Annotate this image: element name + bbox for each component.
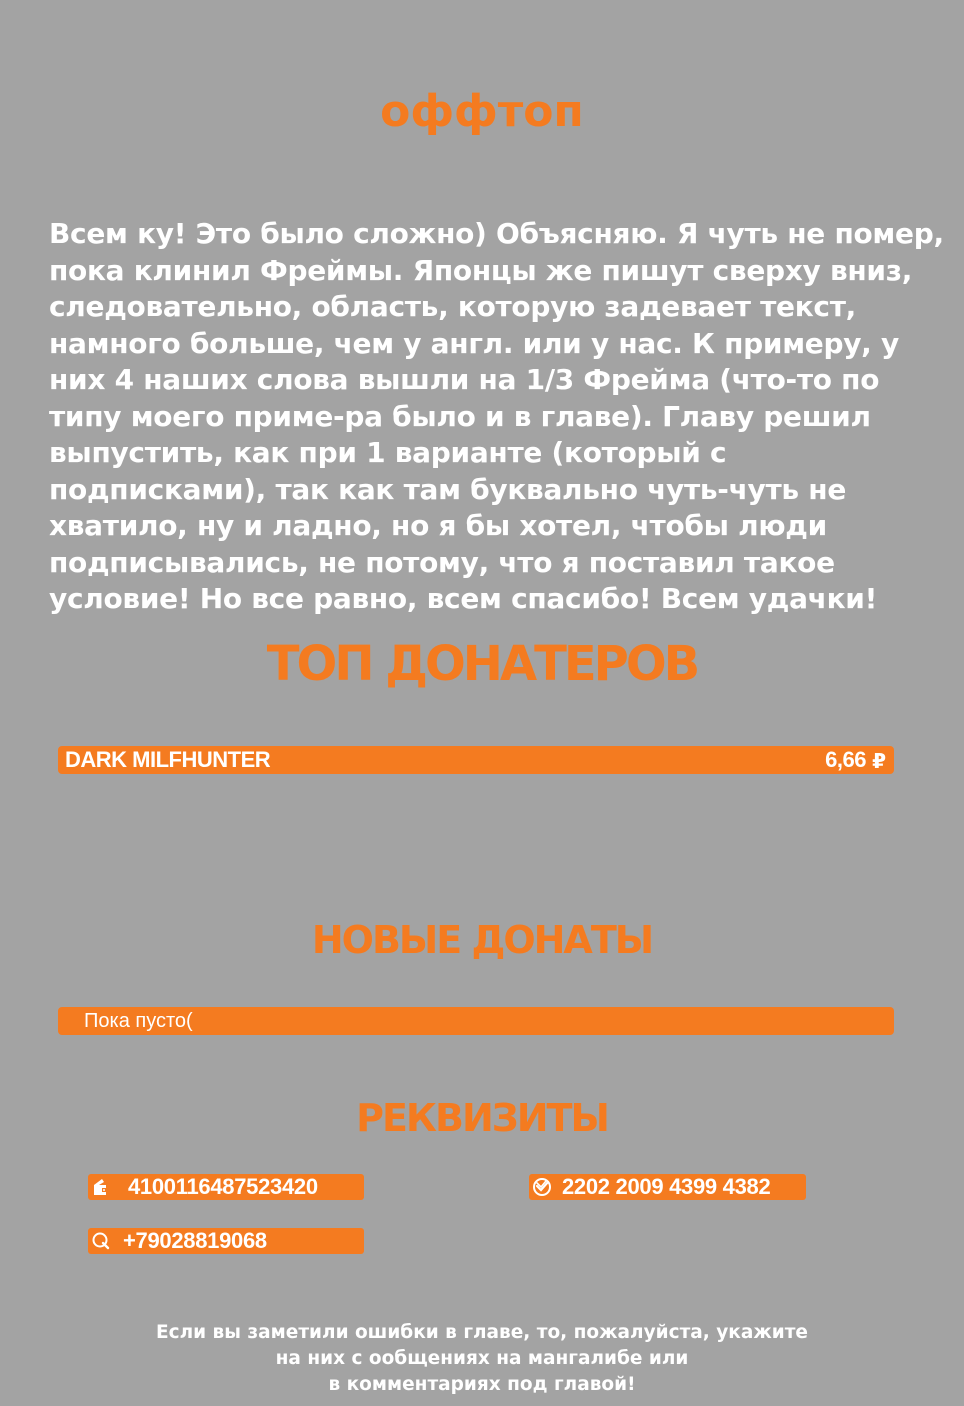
top-donators-heading: ТОП ДОНАТЕРОВ: [266, 636, 698, 692]
requisite-card[interactable]: [529, 1174, 806, 1200]
footer-line: Если вы заметили ошибки в главе, то, пожалуйста, укажите: [156, 1322, 808, 1343]
offtop-text: Всем ку! Это было сложно) Объясняю. Я чуть не помер, пока клинил Фреймы. Японцы же пишут сверху вниз, следовательно, область, которую задевает текст, намного больше, чем у англ. или у нас. К примеру, у них 4 наших слова вышли на 1/3 Фрейма (что-то по типу моего приме-ра было и в главе). Главу решил выпустить, как при 1 варианте (который с подписками), так как там буквально чуть-чуть не хватило, ну и ладно, но я бы хотел, чтобы люди подписывались, не потому, что я поставил такое условие! Но все равно, всем спасибо! Всем удачки!: [49, 217, 944, 615]
bank-card-icon: [532, 1177, 552, 1197]
requisite-phone[interactable]: [88, 1228, 364, 1254]
footer-note: [0, 1320, 964, 1398]
footer-line: на них с ообщениях на мангалибе или: [275, 1348, 689, 1369]
requisite-wallet[interactable]: [88, 1174, 364, 1200]
new-donations-empty-text: Пока пусто(: [84, 1010, 193, 1032]
offtop-heading: оффтоп: [380, 86, 584, 137]
new-donations-row: [58, 1007, 894, 1035]
new-donations-heading: НОВЫЕ ДОНАТЫ: [311, 918, 653, 962]
card-number: 2202 2009 4399 4382: [562, 1174, 771, 1199]
donator-name: DARK MILFHUNTER: [65, 747, 271, 772]
requisites-heading: РЕКВИЗИТЫ: [356, 1096, 608, 1140]
phone-number: +79028819068: [123, 1228, 267, 1253]
payment-q-icon: [91, 1231, 111, 1251]
ruble-sign: ₽: [872, 749, 886, 773]
donator-amount: 6,66: [825, 747, 866, 772]
footer-line: в комментариях под главой!: [328, 1374, 636, 1395]
donator-row: [58, 746, 894, 774]
wallet-number: 4100116487523420: [128, 1174, 318, 1199]
wallet-icon: [91, 1177, 111, 1197]
